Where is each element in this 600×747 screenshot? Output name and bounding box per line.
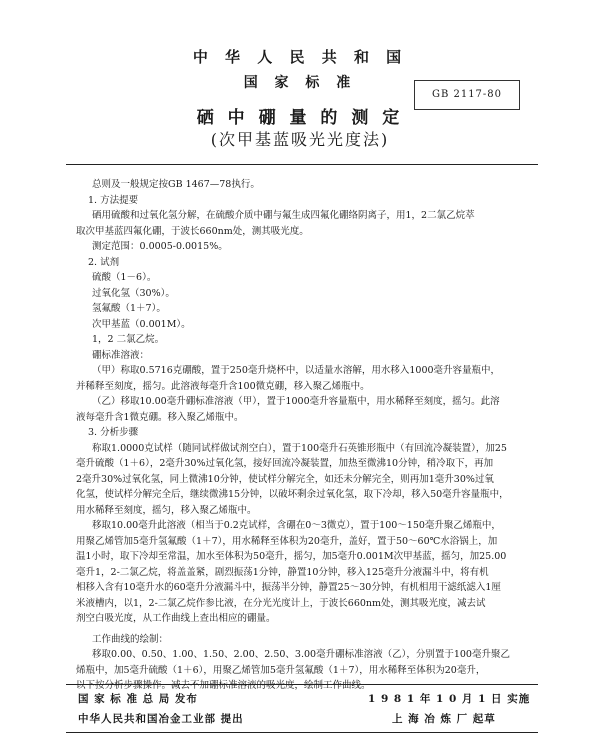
body-line: 2毫升30%过氧化氢，同上微沸10分钟，使试样分解完全，如还未分解完全，则再加1毫升30%过氧	[76, 473, 494, 485]
body-line: 用水稀释至刻度，摇匀，移入聚乙烯瓶中。	[76, 504, 257, 516]
document-body	[76, 177, 550, 694]
document-title: 硒 中 硼 量 的 测 定	[196, 108, 404, 128]
body-line: （乙）移取10.00毫升硼标准溶液（甲），置于1000毫升容量瓶中，用水稀释至刻度，摇匀。此溶	[92, 396, 500, 407]
body-line: 移取0.00、0.50、1.00、1.50、2.00、2.50、3.00毫升硼标准溶液（乙），分别置于100毫升聚乙	[92, 649, 510, 660]
body-line: 氢氟酸（1＋7）。	[92, 303, 166, 314]
body-line: 取次甲基蓝四氟化硼，于波长660nm处，测其吸光度。	[76, 225, 309, 237]
implementation-date: 1 9 8 1 年 1 0 月 1 日 实施	[368, 693, 531, 705]
country-heading: 中 华 人 民 共 和 国	[192, 48, 408, 66]
header-divider	[66, 164, 538, 165]
body-line: 毫升1，2-二氯乙烷，将盖盖紧，剧烈振荡1分钟，静置10分钟，移入125毫升分液漏斗中，将有机	[76, 566, 489, 578]
body-line: 毫升硫酸（1＋6），2毫升30%过氧化氢，接好回流冷凝装置，加热至微沸10分钟，稍冷取下，再加	[76, 458, 494, 469]
body-line: 硼标准溶液：	[92, 349, 150, 361]
body-line: 移取10.00毫升此溶液（相当于0.2克试样，含硼在0～3微克），置于100～150毫升聚乙烯瓶中，	[92, 520, 501, 531]
body-line: 相移入含有10毫升水的60毫升分液漏斗中，振荡半分钟，静置25～30分钟，有机相用干滤纸滤入1厘	[76, 582, 501, 593]
body-line: 液每毫升含1微克硼。移入聚乙烯瓶中。	[76, 411, 244, 423]
body-line: 米液槽内，以1，2-二氯乙烷作参比液，在分光光度计上，于波长660nm处，测其吸光度，减去试	[76, 597, 486, 609]
drafter: 上 海 冶 炼 厂 起草	[392, 713, 496, 725]
proposer: 中华人民共和国冶金工业部 提出	[78, 713, 244, 725]
body-line: （甲）称取0.5716克硼酸，置于250毫升烧杯中，以适量水溶解，用水移入1000毫升容量瓶中，	[92, 365, 501, 376]
body-line: 烯瓶中，加5毫升硫酸（1＋6），用聚乙烯管加5毫升氢氟酸（1＋7），用水稀释至体积为20毫升，	[76, 664, 486, 676]
body-line: 过氧化氢（30%）。	[92, 287, 175, 299]
standard-code: GB 2117-80	[431, 89, 503, 100]
document-subtitle: (次甲基蓝吸光光度法)	[210, 130, 390, 149]
body-line: 化氢，使试样分解完全后，继续微沸15分钟，以破坏剩余过氧化氢，取下冷却，移入50毫升容量瓶中，	[76, 489, 509, 500]
footer-divider-bottom	[66, 732, 538, 733]
body-line: 1，2 二氯乙烷。	[92, 334, 165, 345]
body-line: 硫酸（1－6）。	[92, 272, 157, 283]
body-line: 用聚乙烯管加5毫升氢氟酸（1＋7），用水稀释至体积为20毫升，盖好，置于50～60℃水浴锅上，加	[76, 535, 498, 547]
body-line: 称取1.0000克试样（随同试样做试剂空白），置于100毫升石英锥形瓶中（有回流冷凝装置），加25	[92, 442, 507, 454]
footer-divider-top	[66, 684, 538, 685]
body-line: 总则及一般规定按GB 1467—78执行。	[92, 179, 260, 190]
body-line: 次甲基蓝（0.001M）。	[92, 318, 191, 330]
body-line: 工作曲线的绘制：	[92, 633, 169, 645]
section-heading: 2. 试剂	[88, 256, 120, 268]
section-heading: 3. 分析步骤	[88, 427, 139, 438]
body-line: 以下按分析步骤操作。减去不加硼标准溶液的吸光度，绘制工作曲线。	[76, 680, 371, 691]
body-line: 测定范围：0.0005-0.0015%。	[92, 241, 228, 252]
body-line: 温1小时，取下冷却至常温，加水至体积为50毫升，摇匀，加5毫升0.001M次甲基蓝，摇匀，加25.00	[76, 551, 507, 562]
issuer: 国 家 标 准 总 局 发布	[78, 693, 198, 705]
body-line: 硒用硫酸和过氧化氢分解，在硫酸介质中硼与氟生成四氟化硼络阴离子，用1，2二氯乙烷萃	[92, 210, 475, 221]
standard-heading: 国 家 标 准	[243, 75, 357, 91]
body-line: 并稀释至刻度，摇匀。此溶液每毫升含100微克硼，移入聚乙烯瓶中。	[76, 380, 370, 392]
body-line: 剂空白吸光度，从工作曲线上查出相应的硼量。	[76, 613, 276, 624]
section-heading: 1. 方法提要	[88, 194, 139, 206]
